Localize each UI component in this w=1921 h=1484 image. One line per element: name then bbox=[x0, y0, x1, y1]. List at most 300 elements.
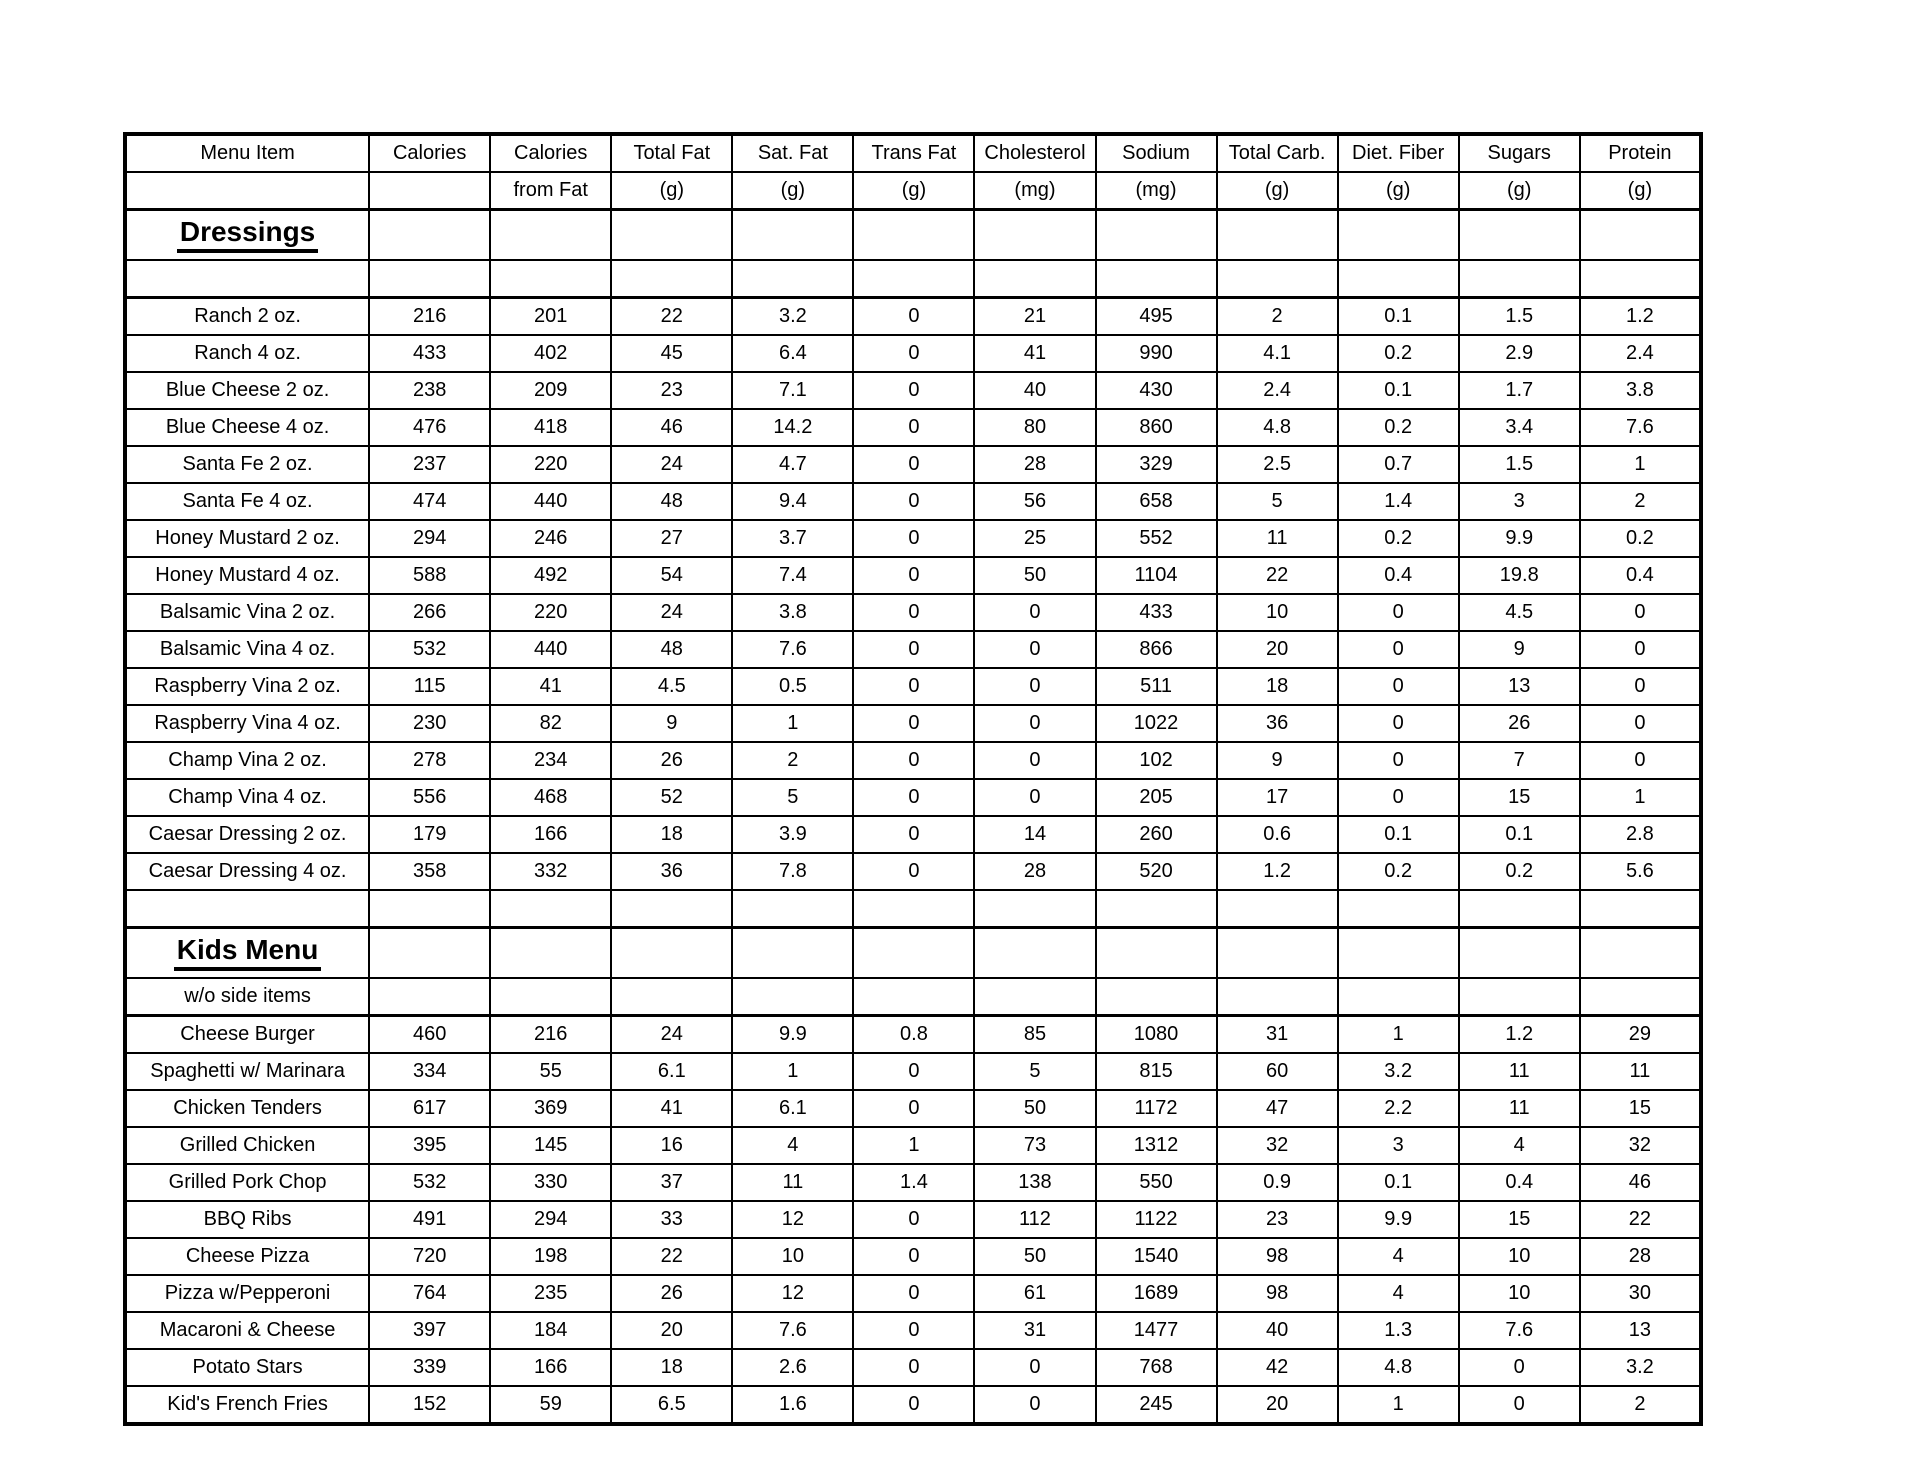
value-cell: 50 bbox=[974, 1090, 1095, 1127]
value-cell: 5 bbox=[974, 1053, 1095, 1090]
empty-cell bbox=[1096, 210, 1217, 261]
header-cell: Protein bbox=[1580, 134, 1701, 172]
empty-cell bbox=[732, 928, 853, 979]
value-cell: 47 bbox=[1217, 1090, 1338, 1127]
value-cell: 14 bbox=[974, 816, 1095, 853]
menu-item-cell: Caesar Dressing 2 oz. bbox=[125, 816, 369, 853]
value-cell: 1.3 bbox=[1338, 1312, 1459, 1349]
value-cell: 0 bbox=[1338, 742, 1459, 779]
value-cell: 0 bbox=[974, 1349, 1095, 1386]
value-cell: 24 bbox=[611, 446, 732, 483]
value-cell: 230 bbox=[369, 705, 490, 742]
spacer-cell bbox=[1338, 890, 1459, 928]
value-cell: 0 bbox=[853, 1238, 974, 1275]
value-cell: 209 bbox=[490, 372, 611, 409]
value-cell: 30 bbox=[1580, 1275, 1701, 1312]
value-cell: 440 bbox=[490, 631, 611, 668]
table-row bbox=[125, 483, 1701, 520]
value-cell: 20 bbox=[1217, 631, 1338, 668]
menu-item-cell: Ranch 4 oz. bbox=[125, 335, 369, 372]
value-cell: 138 bbox=[974, 1164, 1095, 1201]
value-cell: 220 bbox=[490, 594, 611, 631]
empty-cell bbox=[853, 260, 974, 298]
value-cell: 0 bbox=[1580, 742, 1701, 779]
nutrition-table bbox=[123, 132, 1703, 1426]
value-cell: 358 bbox=[369, 853, 490, 890]
value-cell: 6.5 bbox=[611, 1386, 732, 1424]
value-cell: 12 bbox=[732, 1275, 853, 1312]
value-cell: 2 bbox=[1580, 483, 1701, 520]
value-cell: 10 bbox=[732, 1238, 853, 1275]
header-cell: from Fat bbox=[490, 172, 611, 210]
value-cell: 0 bbox=[1338, 594, 1459, 631]
value-cell: 491 bbox=[369, 1201, 490, 1238]
value-cell: 10 bbox=[1217, 594, 1338, 631]
value-cell: 0 bbox=[853, 742, 974, 779]
spacer-cell bbox=[1459, 890, 1580, 928]
spacer-cell bbox=[490, 890, 611, 928]
value-cell: 1 bbox=[853, 1127, 974, 1164]
table-row bbox=[125, 409, 1701, 446]
menu-item-cell: Ranch 2 oz. bbox=[125, 298, 369, 336]
value-cell: 9.9 bbox=[732, 1016, 853, 1054]
value-cell: 720 bbox=[369, 1238, 490, 1275]
value-cell: 11 bbox=[1459, 1090, 1580, 1127]
value-cell: 0 bbox=[853, 335, 974, 372]
empty-cell bbox=[1338, 928, 1459, 979]
menu-item-cell: Raspberry Vina 4 oz. bbox=[125, 705, 369, 742]
value-cell: 4 bbox=[1459, 1127, 1580, 1164]
section-note bbox=[125, 260, 369, 298]
value-cell: 14.2 bbox=[732, 409, 853, 446]
value-cell: 0.2 bbox=[1338, 520, 1459, 557]
value-cell: 0.2 bbox=[1338, 335, 1459, 372]
empty-cell bbox=[1217, 928, 1338, 979]
empty-cell bbox=[1338, 260, 1459, 298]
value-cell: 520 bbox=[1096, 853, 1217, 890]
value-cell: 145 bbox=[490, 1127, 611, 1164]
value-cell: 0.9 bbox=[1217, 1164, 1338, 1201]
value-cell: 22 bbox=[611, 298, 732, 336]
table-row bbox=[125, 742, 1701, 779]
empty-cell bbox=[611, 978, 732, 1016]
value-cell: 7.1 bbox=[732, 372, 853, 409]
value-cell: 216 bbox=[490, 1016, 611, 1054]
empty-cell bbox=[1459, 210, 1580, 261]
value-cell: 22 bbox=[611, 1238, 732, 1275]
value-cell: 294 bbox=[490, 1201, 611, 1238]
value-cell: 395 bbox=[369, 1127, 490, 1164]
value-cell: 46 bbox=[611, 409, 732, 446]
header-cell: Sat. Fat bbox=[732, 134, 853, 172]
table-row bbox=[125, 1164, 1701, 1201]
value-cell: 0 bbox=[853, 298, 974, 336]
value-cell: 0 bbox=[974, 705, 1095, 742]
value-cell: 460 bbox=[369, 1016, 490, 1054]
value-cell: 430 bbox=[1096, 372, 1217, 409]
value-cell: 3 bbox=[1338, 1127, 1459, 1164]
value-cell: 0 bbox=[853, 668, 974, 705]
menu-item-cell: Cheese Pizza bbox=[125, 1238, 369, 1275]
value-cell: 278 bbox=[369, 742, 490, 779]
value-cell: 0 bbox=[853, 705, 974, 742]
value-cell: 26 bbox=[1459, 705, 1580, 742]
value-cell: 0 bbox=[1338, 631, 1459, 668]
value-cell: 112 bbox=[974, 1201, 1095, 1238]
table-row bbox=[125, 335, 1701, 372]
value-cell: 0.4 bbox=[1459, 1164, 1580, 1201]
empty-cell bbox=[490, 260, 611, 298]
value-cell: 19.8 bbox=[1459, 557, 1580, 594]
value-cell: 532 bbox=[369, 631, 490, 668]
value-cell: 102 bbox=[1096, 742, 1217, 779]
menu-item-cell: Kid's French Fries bbox=[125, 1386, 369, 1424]
table-row bbox=[125, 668, 1701, 705]
header-cell: (g) bbox=[1459, 172, 1580, 210]
value-cell: 495 bbox=[1096, 298, 1217, 336]
value-cell: 17 bbox=[1217, 779, 1338, 816]
value-cell: 0 bbox=[853, 409, 974, 446]
empty-cell bbox=[369, 928, 490, 979]
value-cell: 55 bbox=[490, 1053, 611, 1090]
value-cell: 1689 bbox=[1096, 1275, 1217, 1312]
value-cell: 990 bbox=[1096, 335, 1217, 372]
value-cell: 0 bbox=[853, 594, 974, 631]
value-cell: 3.8 bbox=[732, 594, 853, 631]
table-row bbox=[125, 631, 1701, 668]
empty-cell bbox=[1580, 260, 1701, 298]
value-cell: 511 bbox=[1096, 668, 1217, 705]
header-cell: Menu Item bbox=[125, 134, 369, 172]
value-cell: 1122 bbox=[1096, 1201, 1217, 1238]
empty-cell bbox=[611, 928, 732, 979]
value-cell: 98 bbox=[1217, 1238, 1338, 1275]
empty-cell bbox=[490, 978, 611, 1016]
header-cell: (g) bbox=[732, 172, 853, 210]
value-cell: 32 bbox=[1217, 1127, 1338, 1164]
value-cell: 492 bbox=[490, 557, 611, 594]
value-cell: 1104 bbox=[1096, 557, 1217, 594]
value-cell: 9 bbox=[611, 705, 732, 742]
menu-item-cell: Champ Vina 2 oz. bbox=[125, 742, 369, 779]
value-cell: 0 bbox=[974, 668, 1095, 705]
value-cell: 31 bbox=[974, 1312, 1095, 1349]
value-cell: 0.1 bbox=[1338, 1164, 1459, 1201]
table-body bbox=[125, 210, 1701, 1425]
value-cell: 238 bbox=[369, 372, 490, 409]
menu-item-cell: Santa Fe 2 oz. bbox=[125, 446, 369, 483]
value-cell: 28 bbox=[1580, 1238, 1701, 1275]
value-cell: 556 bbox=[369, 779, 490, 816]
value-cell: 3.4 bbox=[1459, 409, 1580, 446]
value-cell: 815 bbox=[1096, 1053, 1217, 1090]
value-cell: 339 bbox=[369, 1349, 490, 1386]
header-cell: (g) bbox=[853, 172, 974, 210]
value-cell: 11 bbox=[732, 1164, 853, 1201]
value-cell: 1.2 bbox=[1459, 1016, 1580, 1054]
value-cell: 27 bbox=[611, 520, 732, 557]
spacer-cell bbox=[732, 890, 853, 928]
value-cell: 860 bbox=[1096, 409, 1217, 446]
section-title-row bbox=[125, 210, 1701, 261]
menu-item-cell: Blue Cheese 2 oz. bbox=[125, 372, 369, 409]
table-row bbox=[125, 1016, 1701, 1054]
menu-item-cell: Pizza w/Pepperoni bbox=[125, 1275, 369, 1312]
value-cell: 334 bbox=[369, 1053, 490, 1090]
spacer-cell bbox=[974, 890, 1095, 928]
table-row bbox=[125, 1312, 1701, 1349]
value-cell: 1 bbox=[1338, 1016, 1459, 1054]
value-cell: 0.8 bbox=[853, 1016, 974, 1054]
value-cell: 179 bbox=[369, 816, 490, 853]
empty-cell bbox=[369, 260, 490, 298]
value-cell: 433 bbox=[1096, 594, 1217, 631]
value-cell: 20 bbox=[1217, 1386, 1338, 1424]
value-cell: 0 bbox=[1580, 668, 1701, 705]
header-cell bbox=[369, 172, 490, 210]
menu-item-cell: Grilled Chicken bbox=[125, 1127, 369, 1164]
empty-cell bbox=[732, 260, 853, 298]
spacer-cell bbox=[853, 890, 974, 928]
value-cell: 3.2 bbox=[1580, 1349, 1701, 1386]
value-cell: 0 bbox=[853, 1312, 974, 1349]
value-cell: 369 bbox=[490, 1090, 611, 1127]
value-cell: 0 bbox=[974, 594, 1095, 631]
value-cell: 0 bbox=[853, 520, 974, 557]
value-cell: 7.6 bbox=[1459, 1312, 1580, 1349]
menu-item-cell: Honey Mustard 2 oz. bbox=[125, 520, 369, 557]
value-cell: 0 bbox=[853, 779, 974, 816]
value-cell: 0 bbox=[1459, 1349, 1580, 1386]
value-cell: 48 bbox=[611, 483, 732, 520]
value-cell: 0.1 bbox=[1338, 816, 1459, 853]
value-cell: 4.8 bbox=[1217, 409, 1338, 446]
value-cell: 332 bbox=[490, 853, 611, 890]
value-cell: 0 bbox=[853, 557, 974, 594]
value-cell: 0 bbox=[853, 816, 974, 853]
value-cell: 36 bbox=[611, 853, 732, 890]
value-cell: 12 bbox=[732, 1201, 853, 1238]
value-cell: 7.4 bbox=[732, 557, 853, 594]
value-cell: 0.2 bbox=[1580, 520, 1701, 557]
value-cell: 3.2 bbox=[1338, 1053, 1459, 1090]
value-cell: 15 bbox=[1459, 779, 1580, 816]
value-cell: 4.1 bbox=[1217, 335, 1338, 372]
nutrition-sheet bbox=[123, 132, 1703, 1426]
value-cell: 0 bbox=[853, 631, 974, 668]
value-cell: 36 bbox=[1217, 705, 1338, 742]
value-cell: 1172 bbox=[1096, 1090, 1217, 1127]
value-cell: 2.2 bbox=[1338, 1090, 1459, 1127]
value-cell: 0 bbox=[1580, 705, 1701, 742]
value-cell: 6.4 bbox=[732, 335, 853, 372]
value-cell: 7.8 bbox=[732, 853, 853, 890]
value-cell: 2.4 bbox=[1580, 335, 1701, 372]
value-cell: 80 bbox=[974, 409, 1095, 446]
empty-cell bbox=[1580, 928, 1701, 979]
value-cell: 0.5 bbox=[732, 668, 853, 705]
table-header bbox=[125, 134, 1701, 210]
value-cell: 433 bbox=[369, 335, 490, 372]
empty-cell bbox=[732, 978, 853, 1016]
value-cell: 0.2 bbox=[1338, 853, 1459, 890]
value-cell: 4.5 bbox=[1459, 594, 1580, 631]
value-cell: 260 bbox=[1096, 816, 1217, 853]
value-cell: 0.4 bbox=[1580, 557, 1701, 594]
empty-cell bbox=[1580, 978, 1701, 1016]
table-row bbox=[125, 1386, 1701, 1424]
value-cell: 216 bbox=[369, 298, 490, 336]
section-title: Kids Menu bbox=[174, 935, 322, 970]
empty-cell bbox=[732, 210, 853, 261]
value-cell: 22 bbox=[1580, 1201, 1701, 1238]
value-cell: 658 bbox=[1096, 483, 1217, 520]
value-cell: 11 bbox=[1459, 1053, 1580, 1090]
value-cell: 1.4 bbox=[1338, 483, 1459, 520]
section-title: Dressings bbox=[177, 217, 318, 252]
menu-item-cell: Champ Vina 4 oz. bbox=[125, 779, 369, 816]
spacer-cell bbox=[1217, 890, 1338, 928]
empty-cell bbox=[853, 210, 974, 261]
value-cell: 9.4 bbox=[732, 483, 853, 520]
menu-item-cell: Santa Fe 4 oz. bbox=[125, 483, 369, 520]
value-cell: 50 bbox=[974, 1238, 1095, 1275]
header-cell: (g) bbox=[1217, 172, 1338, 210]
menu-item-cell: Spaghetti w/ Marinara bbox=[125, 1053, 369, 1090]
value-cell: 0 bbox=[853, 1275, 974, 1312]
value-cell: 476 bbox=[369, 409, 490, 446]
value-cell: 59 bbox=[490, 1386, 611, 1424]
section-note-row bbox=[125, 260, 1701, 298]
value-cell: 73 bbox=[974, 1127, 1095, 1164]
value-cell: 16 bbox=[611, 1127, 732, 1164]
table-row bbox=[125, 520, 1701, 557]
value-cell: 0 bbox=[1338, 779, 1459, 816]
value-cell: 60 bbox=[1217, 1053, 1338, 1090]
header-cell: Cholesterol bbox=[974, 134, 1095, 172]
value-cell: 0.1 bbox=[1338, 372, 1459, 409]
spacer-cell bbox=[369, 890, 490, 928]
value-cell: 2.4 bbox=[1217, 372, 1338, 409]
value-cell: 0.1 bbox=[1459, 816, 1580, 853]
value-cell: 4.5 bbox=[611, 668, 732, 705]
value-cell: 152 bbox=[369, 1386, 490, 1424]
empty-cell bbox=[1096, 978, 1217, 1016]
value-cell: 9.9 bbox=[1459, 520, 1580, 557]
spacer-cell bbox=[611, 890, 732, 928]
value-cell: 0 bbox=[853, 483, 974, 520]
value-cell: 1312 bbox=[1096, 1127, 1217, 1164]
header-cell: (g) bbox=[1580, 172, 1701, 210]
value-cell: 56 bbox=[974, 483, 1095, 520]
value-cell: 6.1 bbox=[732, 1090, 853, 1127]
value-cell: 15 bbox=[1580, 1090, 1701, 1127]
empty-cell bbox=[369, 978, 490, 1016]
value-cell: 4.7 bbox=[732, 446, 853, 483]
value-cell: 246 bbox=[490, 520, 611, 557]
value-cell: 0 bbox=[974, 631, 1095, 668]
value-cell: 1.5 bbox=[1459, 446, 1580, 483]
table-row bbox=[125, 372, 1701, 409]
value-cell: 3.9 bbox=[732, 816, 853, 853]
value-cell: 294 bbox=[369, 520, 490, 557]
menu-item-cell: BBQ Ribs bbox=[125, 1201, 369, 1238]
value-cell: 0 bbox=[974, 779, 1095, 816]
empty-cell bbox=[611, 260, 732, 298]
empty-cell bbox=[1338, 978, 1459, 1016]
value-cell: 29 bbox=[1580, 1016, 1701, 1054]
value-cell: 1 bbox=[1338, 1386, 1459, 1424]
empty-cell bbox=[1217, 978, 1338, 1016]
value-cell: 468 bbox=[490, 779, 611, 816]
value-cell: 0 bbox=[853, 1349, 974, 1386]
value-cell: 24 bbox=[611, 1016, 732, 1054]
value-cell: 9 bbox=[1217, 742, 1338, 779]
value-cell: 25 bbox=[974, 520, 1095, 557]
table-row bbox=[125, 557, 1701, 594]
table-row bbox=[125, 298, 1701, 336]
header-cell bbox=[125, 172, 369, 210]
value-cell: 440 bbox=[490, 483, 611, 520]
value-cell: 26 bbox=[611, 1275, 732, 1312]
value-cell: 41 bbox=[611, 1090, 732, 1127]
header-cell: (mg) bbox=[1096, 172, 1217, 210]
value-cell: 0 bbox=[1459, 1386, 1580, 1424]
value-cell: 1.7 bbox=[1459, 372, 1580, 409]
value-cell: 0 bbox=[853, 853, 974, 890]
table-row bbox=[125, 1275, 1701, 1312]
section-note: w/o side items bbox=[125, 978, 369, 1016]
value-cell: 0 bbox=[853, 1090, 974, 1127]
value-cell: 3.8 bbox=[1580, 372, 1701, 409]
value-cell: 5 bbox=[732, 779, 853, 816]
value-cell: 397 bbox=[369, 1312, 490, 1349]
value-cell: 0 bbox=[1580, 594, 1701, 631]
value-cell: 18 bbox=[611, 1349, 732, 1386]
menu-item-cell: Caesar Dressing 4 oz. bbox=[125, 853, 369, 890]
value-cell: 9 bbox=[1459, 631, 1580, 668]
value-cell: 166 bbox=[490, 816, 611, 853]
value-cell: 184 bbox=[490, 1312, 611, 1349]
value-cell: 45 bbox=[611, 335, 732, 372]
table-row bbox=[125, 705, 1701, 742]
empty-cell bbox=[1096, 260, 1217, 298]
menu-item-cell: Balsamic Vina 4 oz. bbox=[125, 631, 369, 668]
header-cell: Calories bbox=[369, 134, 490, 172]
value-cell: 588 bbox=[369, 557, 490, 594]
value-cell: 37 bbox=[611, 1164, 732, 1201]
value-cell: 245 bbox=[1096, 1386, 1217, 1424]
header-cell: Total Carb. bbox=[1217, 134, 1338, 172]
empty-cell bbox=[1338, 210, 1459, 261]
table-row bbox=[125, 1238, 1701, 1275]
value-cell: 40 bbox=[974, 372, 1095, 409]
value-cell: 28 bbox=[974, 446, 1095, 483]
empty-cell bbox=[853, 978, 974, 1016]
value-cell: 4 bbox=[1338, 1238, 1459, 1275]
header-cell: Diet. Fiber bbox=[1338, 134, 1459, 172]
value-cell: 0.2 bbox=[1459, 853, 1580, 890]
value-cell: 1 bbox=[732, 1053, 853, 1090]
value-cell: 13 bbox=[1459, 668, 1580, 705]
value-cell: 9.9 bbox=[1338, 1201, 1459, 1238]
value-cell: 402 bbox=[490, 335, 611, 372]
value-cell: 0.6 bbox=[1217, 816, 1338, 853]
value-cell: 0 bbox=[853, 1053, 974, 1090]
value-cell: 2.5 bbox=[1217, 446, 1338, 483]
menu-item-cell: Cheese Burger bbox=[125, 1016, 369, 1054]
value-cell: 1022 bbox=[1096, 705, 1217, 742]
